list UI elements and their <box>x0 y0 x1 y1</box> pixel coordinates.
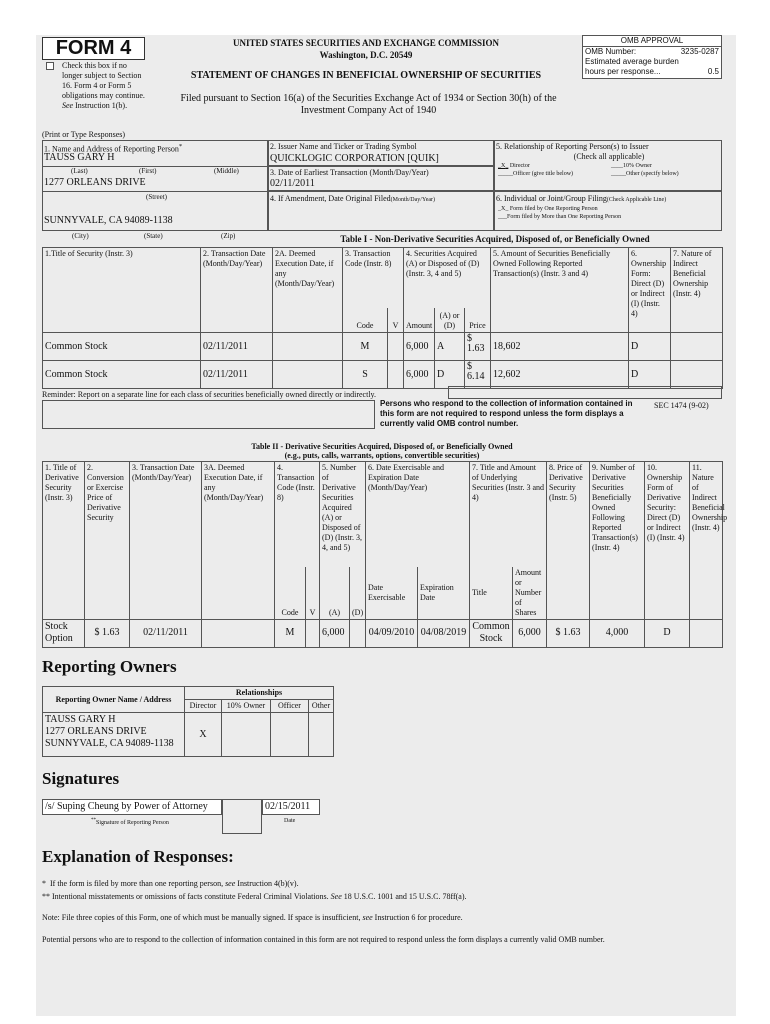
t2-sub-a: (A) <box>320 567 350 620</box>
other-label: Other (specify below) <box>626 171 679 177</box>
earliest-transaction-label: 3. Date of Earliest Transaction (Month/Day/Year) <box>270 168 429 177</box>
owner-other-col: Other <box>309 700 334 713</box>
owner-ten-pct-col: 10% Owner <box>222 700 271 713</box>
t1-col-securities: 4. Securities Acquired (A) or Disposed of (D) (Instr. 3, 4 and 5) <box>404 248 491 308</box>
reporting-owners-heading: Reporting Owners <box>42 657 177 676</box>
table-row: Stock Option $ 1.63 02/11/2011 M 6,000 04/09/2010 04/08/2019 Common Stock 6,000 $ 1.63 4,000 D <box>43 619 723 647</box>
owner-officer-col: Officer <box>271 700 309 713</box>
t1-sub-code: Code <box>343 308 388 333</box>
print-type-note: (Print or Type Responses) <box>42 130 126 139</box>
explanation-note-1: * If the form is filed by more than one reporting person, see Instruction 4(b)(v). <box>42 879 299 888</box>
t2-col-number: 5. Number of Derivative Securities Acquired (A) or Disposed of (D) (Instr. 3, 4, and 5) <box>320 462 366 567</box>
section16-checkbox-label: Check this box if no longer subject to Section 16. Form 4 or Form 5 obligations may continue. See Instruction 1(b). <box>62 61 145 110</box>
relationships-header: Relationships <box>185 687 334 700</box>
t1-col-title: 1.Title of Security (Instr. 3) <box>43 248 201 333</box>
t2-col-underlying: 7. Title and Amount of Underlying Securities (Instr. 3 and 4) <box>470 462 547 567</box>
statement-title: STATEMENT OF CHANGES IN BENEFICIAL OWNERSHIP OF SECURITIES <box>190 70 542 81</box>
ten-pct-line: ____10% Owner <box>611 163 652 169</box>
t2-col-exercisable: 6. Date Exercisable and Expiration Date (Month/Day/Year) <box>366 462 470 567</box>
sec-code: SEC 1474 (9-02) <box>654 401 709 410</box>
signature-spacer-box <box>222 799 262 834</box>
director-mark: X <box>501 163 506 169</box>
t2-col-conversion: 2. Conversion or Exercise Price of Derivative Security <box>85 462 130 620</box>
table-row: Common Stock 02/11/2011 M 6,000 A $ 1.63 18,602 D <box>43 333 723 361</box>
group-more-line: ___Form filed by More than One Reporting Person <box>498 214 622 220</box>
t2-col-code: 4. Transaction Code (Instr. 8) <box>275 462 320 567</box>
last-label: (Last) <box>71 167 88 175</box>
officer-line: _____Officer (give title below) <box>498 171 574 177</box>
ten-pct-label: 10% Owner <box>623 163 652 169</box>
t1-col-amount-owned: 5. Amount of Securities Beneficially Owned Following Reported Transaction(s) (Instr. 3 and 4) <box>491 248 629 333</box>
amendment-label: 4. If Amendment, Date Original Filed(Month/Day/Year) <box>270 194 436 203</box>
explanation-note-3: Note: File three copies of this Form, one of which must be manually signed. If space is insufficient, see Instruction 6 for procedure. <box>42 913 463 922</box>
reminder-blank-box <box>448 386 722 399</box>
omb-burden-label: Estimated average burden <box>585 57 679 66</box>
reporting-address: 1277 ORLEANS DRIVE <box>44 177 146 188</box>
group-mark: X <box>501 206 506 212</box>
director-label: Director <box>509 163 530 169</box>
state-label: (State) <box>144 232 163 240</box>
street-label: (Street) <box>146 193 167 201</box>
divider <box>42 191 268 192</box>
t2-sub-exercisable: Date Exercisable <box>366 567 418 620</box>
table2 <box>42 461 728 648</box>
persons-blank-box <box>42 400 375 429</box>
omb-approval-box <box>582 35 722 79</box>
first-label: (First) <box>139 167 157 175</box>
reminder-text: Reminder: Report on a separate line for each class of securities beneficially owned directly or indirectly. <box>42 390 377 399</box>
t1-sub-aord: (A) or (D) <box>435 308 465 333</box>
t2-sub-expiration: Expiration Date <box>418 567 470 620</box>
persons-notice: Persons who respond to the collection of information contained in this form are not required to respond unless the form displays a currently valid OMB control number. <box>380 399 633 428</box>
table2-title: Table II - Derivative Securities Acquired, Disposed of, or Beneficially Owned <box>251 442 513 451</box>
middle-label: (Middle) <box>214 167 239 175</box>
table1-title: Table I - Non-Derivative Securities Acquired, Disposed of, or Beneficially Owned <box>340 234 650 244</box>
t1-sub-price: Price <box>465 308 491 333</box>
omb-title: OMB APPROVAL <box>583 36 721 47</box>
t1-col-deemed: 2A. Deemed Execution Date, if any (Month/Day/Year) <box>273 248 343 333</box>
t2-sub-d: (D) <box>350 567 366 620</box>
t2-col-date: 3. Transaction Date (Month/Day/Year) <box>130 462 202 620</box>
form-page <box>36 35 736 1016</box>
form-title: FORM 4 <box>55 37 132 59</box>
t1-col-code: 3. Transaction Code (Instr. 8) <box>343 248 404 308</box>
issuer-name: QUICKLOGIC CORPORATION [QUIK] <box>270 153 439 164</box>
earliest-transaction-date: 02/11/2011 <box>270 178 315 189</box>
t1-col-nature: 7. Nature of Indirect Beneficial Ownership (Instr. 4) <box>671 248 723 333</box>
director-line: _X_ Director <box>498 163 530 169</box>
table-row: TAUSS GARY H 1277 ORLEANS DRIVE SUNNYVALE, CA 94089-1138 X <box>43 713 334 757</box>
t2-sub-v: V <box>306 567 320 620</box>
t2-col-price: 8. Price of Derivative Security (Instr. 5) <box>547 462 590 620</box>
t1-col-date: 2. Transaction Date (Month/Day/Year) <box>201 248 273 333</box>
t1-sub-amount: Amount <box>404 308 435 333</box>
issuer-label: 2. Issuer Name and Ticker or Trading Symbol <box>270 142 417 151</box>
owner-director-col: Director <box>185 700 222 713</box>
relationship-sub: (Check all applicable) <box>573 152 645 161</box>
t2-col-deemed: 3A. Deemed Execution Date, if any (Month/Day/Year) <box>202 462 275 620</box>
reporting-name-label: 1. Name and Address of Reporting Person* <box>44 143 183 154</box>
omb-number-label: OMB Number: <box>585 47 637 56</box>
filed-pursuant: Filed pursuant to Section 16(a) of the Securities Exchange Act of 1934 or Section 30(h) of the Investment Company Act of 1940 <box>180 93 557 116</box>
t2-col-form: 10. Ownership Form of Derivative Security: Direct (D) or Indirect (I) (Instr. 4) <box>645 462 690 620</box>
explanation-note-4: Potential persons who are to respond to the collection of information contained in this form are not required to respond unless the form displays a currently valid OMB number. <box>42 935 605 944</box>
group-filing-label: 6. Individual or Joint/Group Filing(Check Applicable Line) <box>496 194 667 203</box>
table2-subtitle: (e.g., puts, calls, warrants, options, convertible securities) <box>284 451 480 460</box>
agency-name: UNITED STATES SECURITIES AND EXCHANGE COMMISSION <box>233 38 499 48</box>
t2-sub-amount: Amount or Number of Shares <box>513 567 547 620</box>
zip-label: (Zip) <box>221 232 236 240</box>
t1-col-ownership-form: 6. Ownership Form: Direct (D) or Indirect (I) (Instr. 4) <box>629 248 671 333</box>
table1 <box>42 247 723 389</box>
omb-hours: 0.5 <box>707 67 719 76</box>
t2-sub-code: Code <box>275 567 306 620</box>
city-label: (City) <box>72 232 89 240</box>
owner-name-col: Reporting Owner Name / Address <box>43 687 185 713</box>
table-row: Common Stock 02/11/2011 S 6,000 D $ 6.14 12,602 D <box>43 361 723 389</box>
agency-location: Washington, D.C. 20549 <box>319 50 413 60</box>
t2-col-title: 1. Title of Derivative Security (Instr. 3) <box>43 462 85 620</box>
signature-label: **Signature of Reporting Person <box>91 818 169 826</box>
date-label: Date <box>284 818 296 824</box>
relationship-label: 5. Relationship of Reporting Person(s) to Issuer <box>496 142 649 151</box>
signatures-heading: Signatures <box>42 769 120 788</box>
group-one-label: Form filed by One Reporting Person <box>509 206 598 212</box>
group-one-line: _X_ Form filed by One Reporting Person <box>498 206 598 212</box>
section16-checkbox[interactable] <box>46 62 54 70</box>
t2-col-nature: 11. Nature of Indirect Beneficial Ownership (Instr. 4) <box>690 462 723 620</box>
omb-number: 3235-0287 <box>680 47 719 56</box>
reporting-owners-table <box>42 686 334 757</box>
signature-date-field: 02/15/2011 <box>262 799 320 815</box>
form-title-box <box>42 37 145 60</box>
explanation-note-2: ** Intentional misstatements or omissions of facts constitute Federal Criminal Violations. See 18 U.S.C. 1001 and 15 U.S.C. 78ff(a). <box>42 892 467 901</box>
t2-col-owned: 9. Number of Derivative Securities Beneficially Owned Following Reported Transaction(s) (Instr. 4) <box>590 462 645 620</box>
omb-hours-label: hours per response... <box>585 67 661 76</box>
t2-sub-title: Title <box>470 567 513 620</box>
signature-field: /s/ Suping Cheung by Power of Attorney <box>42 799 222 815</box>
reporting-city: SUNNYVALE, CA 94089-1138 <box>44 215 173 226</box>
reporting-name: TAUSS GARY H <box>44 152 115 163</box>
group-more-label: Form filed by More than One Reporting Person <box>507 214 622 220</box>
explanation-heading: Explanation of Responses: <box>42 847 234 866</box>
officer-label: Officer (give title below) <box>513 171 574 177</box>
other-line: _____Other (specify below) <box>611 171 679 177</box>
t1-sub-v: V <box>388 308 404 333</box>
